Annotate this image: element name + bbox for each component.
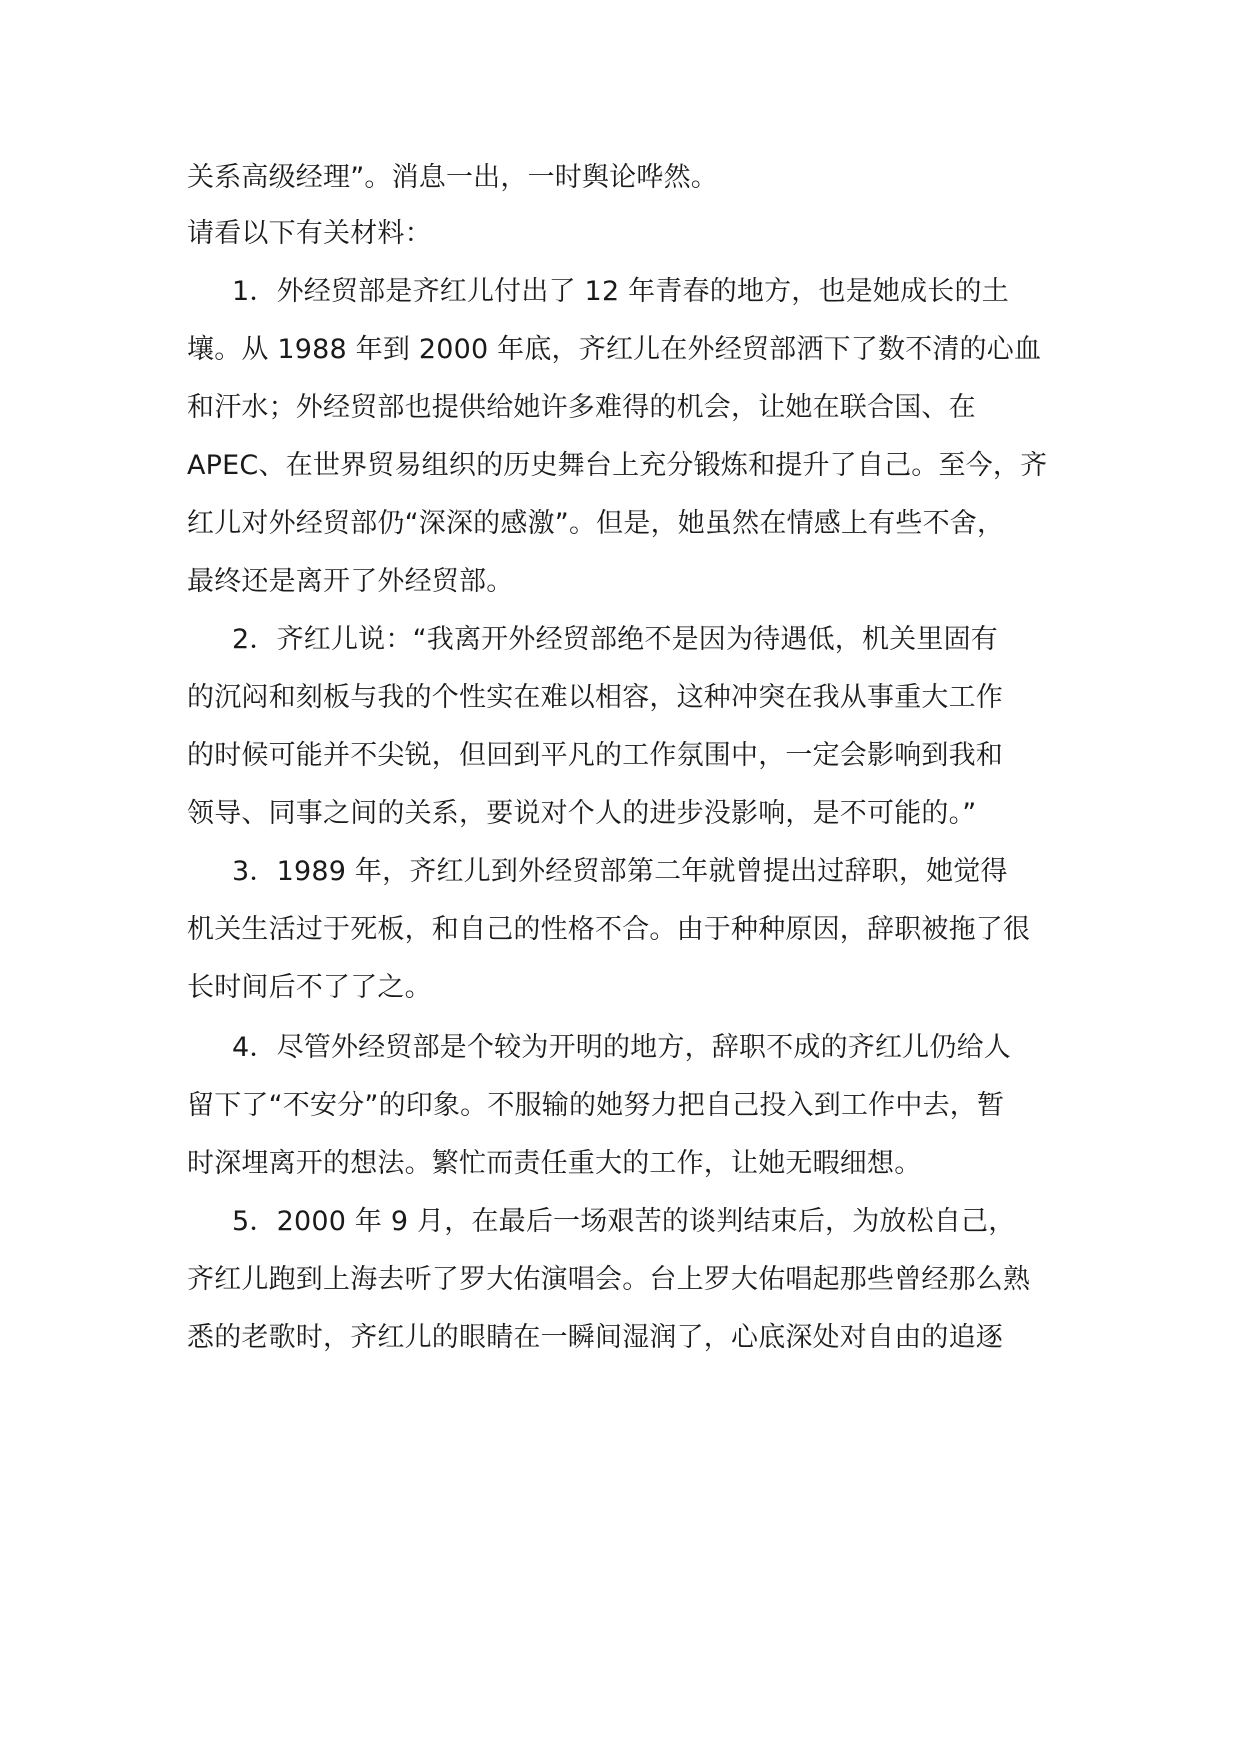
list-item-2-line: 2．齐红儿说：“我离开外经贸部绝不是因为待遇低，机关里固有 <box>232 624 998 655</box>
text-line: APEC、在世界贸易组织的历史舞台上充分锻炼和提升了自己。至今，齐 <box>187 450 1048 481</box>
text-line: 长时间后不了了之。 <box>187 972 432 1003</box>
list-item-3-line: 3．1989 年，齐红儿到外经贸部第二年就曾提出过辞职，她觉得 <box>232 856 1008 887</box>
text-line: 留下了“不安分”的印象。不服输的她努力把自己投入到工作中去，暂 <box>187 1090 1005 1121</box>
text-line: 红儿对外经贸部仍“深深的感激”。但是，她虽然在情感上有些不舍， <box>187 508 1005 539</box>
text-line: 齐红儿跑到上海去听了罗大佑演唱会。台上罗大佑唱起那些曾经那么熟 <box>187 1264 1031 1295</box>
list-item-4-line: 4．尽管外经贸部是个较为开明的地方，辞职不成的齐红儿仍给人 <box>232 1032 1011 1063</box>
text-line: 最终还是离开了外经贸部。 <box>187 566 514 597</box>
text-line: 时深埋离开的想法。繁忙而责任重大的工作，让她无暇细想。 <box>187 1148 922 1179</box>
text-line: 请看以下有关材料： <box>187 218 432 249</box>
text-line: 壤。从 1988 年到 2000 年底，齐红儿在外经贸部洒下了数不清的心血 <box>187 334 1042 365</box>
list-item-5-line: 5．2000 年 9 月，在最后一场艰苦的谈判结束后，为放松自己， <box>232 1206 1016 1237</box>
text-line: 关系高级经理”。消息一出，一时舆论哗然。 <box>187 162 718 193</box>
list-item-1-line: 1．外经贸部是齐红儿付出了 12 年青春的地方，也是她成长的土 <box>232 276 1009 307</box>
text-line: 领导、同事之间的关系，要说对个人的进步没影响，是不可能的。” <box>187 798 977 829</box>
text-line: 和汗水；外经贸部也提供给她许多难得的机会，让她在联合国、在 <box>187 392 976 423</box>
text-line: 的时候可能并不尖锐，但回到平凡的工作氛围中，一定会影响到我和 <box>187 740 1003 771</box>
text-line: 机关生活过于死板，和自己的性格不合。由于种种原因，辞职被拖了很 <box>187 914 1031 945</box>
text-line: 的沉闷和刻板与我的个性实在难以相容，这种冲突在我从事重大工作 <box>187 682 1003 713</box>
text-line: 悉的老歌时，齐红儿的眼睛在一瞬间湿润了，心底深处对自由的追逐 <box>187 1322 1003 1353</box>
